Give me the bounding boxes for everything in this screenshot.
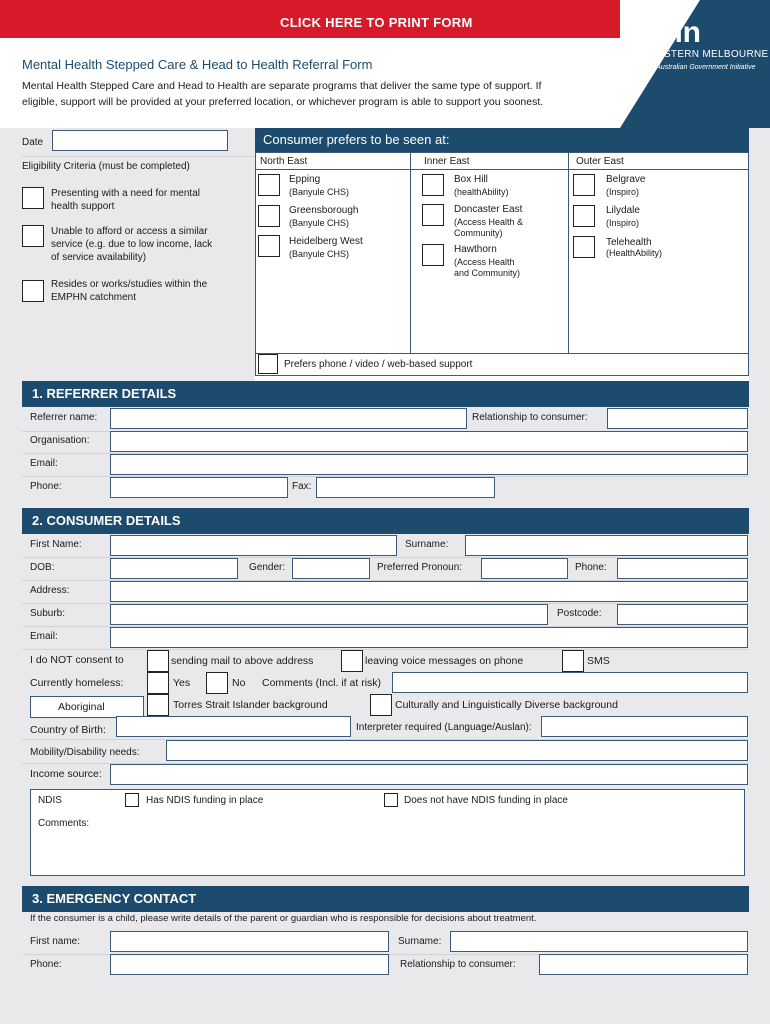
no-voice-checkbox[interactable] <box>341 650 363 672</box>
consumer-email-input[interactable] <box>110 627 748 648</box>
homeless-yes-label: Yes <box>173 677 191 689</box>
divider <box>255 353 749 354</box>
income-input[interactable] <box>110 764 748 785</box>
emergency-note: If the consumer is a child, please write details of the parent or guardian who is responsible for decisions about treatment. <box>30 913 537 924</box>
divider <box>22 156 255 157</box>
referrer-phone-input[interactable] <box>110 477 288 498</box>
telehealth-provider: (HealthAbility) <box>606 248 663 258</box>
box-hill-label: Box Hill <box>454 174 488 185</box>
doncaster-east-provider: (Access Health & <box>454 217 524 227</box>
belgrave-checkbox[interactable] <box>573 174 595 196</box>
referrer-fax-label: Fax: <box>292 481 312 492</box>
divider <box>255 152 749 153</box>
eligibility-catchment-checkbox[interactable] <box>22 280 44 302</box>
date-input[interactable] <box>52 130 228 151</box>
interpreter-input[interactable] <box>541 716 748 737</box>
ndis-funded-label: Has NDIS funding in place <box>146 795 264 806</box>
eligibility-afford-label-2: service (e.g. due to low income, lack <box>51 239 213 250</box>
emergency-phone-label: Phone: <box>30 959 62 970</box>
epping-checkbox[interactable] <box>258 174 280 196</box>
telehealth-checkbox[interactable] <box>573 236 595 258</box>
surname-label: Surname: <box>405 539 449 550</box>
epping-label: Epping <box>289 174 321 185</box>
column-divider <box>568 152 569 354</box>
dob-label: DOB: <box>30 562 55 573</box>
referrer-relationship-label: Relationship to consumer: <box>472 412 588 423</box>
doncaster-east-label: Doncaster East <box>454 204 523 215</box>
belgrave-provider: (Inspiro) <box>606 187 640 197</box>
hawthorn-provider: (Access Health <box>454 257 515 267</box>
postcode-input[interactable] <box>617 604 748 625</box>
phone-video-checkbox[interactable] <box>258 354 278 374</box>
col-outer-east: Outer East <box>576 156 624 167</box>
emergency-section-heading: 3. EMERGENCY CONTACT <box>22 886 749 912</box>
first-name-label: First Name: <box>30 539 82 550</box>
greensborough-checkbox[interactable] <box>258 205 280 227</box>
mobility-label: Mobility/Disability needs: <box>30 747 140 758</box>
preferences-heading: Consumer prefers to be seen at: <box>255 128 749 152</box>
print-form-button[interactable]: CLICK HERE TO PRINT FORM <box>280 15 473 30</box>
doncaster-east-checkbox[interactable] <box>422 204 444 226</box>
homeless-no-checkbox[interactable] <box>206 672 228 694</box>
heidelberg-west-provider: (Banyule CHS) <box>289 249 350 259</box>
income-label: Income source: <box>30 768 102 780</box>
referrer-fax-input[interactable] <box>316 477 495 498</box>
pronoun-input[interactable] <box>481 558 568 579</box>
lilydale-provider: (Inspiro) <box>606 218 640 228</box>
lilydale-label: Lilydale <box>606 205 640 216</box>
intro-line-2: eligible, support will be provided at your preferred location, or whichever program is able to support you soonest. <box>22 96 544 108</box>
emergency-surname-label: Surname: <box>398 936 442 947</box>
country-label: Country of Birth: <box>30 724 106 736</box>
tsi-checkbox[interactable] <box>147 694 169 716</box>
eligibility-need-label-2: health support <box>51 201 115 212</box>
greensborough-label: Greensborough <box>289 205 359 216</box>
referrer-phone-label: Phone: <box>30 481 62 492</box>
referrer-email-label: Email: <box>30 458 58 469</box>
first-name-input[interactable] <box>110 535 397 556</box>
heidelberg-west-label: Heidelberg West <box>289 236 363 247</box>
tsi-label: Torres Strait Islander background <box>173 699 328 711</box>
consumer-email-label: Email: <box>30 631 58 642</box>
phn-logo-region: EASTERN MELBOURNE <box>650 49 769 60</box>
hawthorn-label: Hawthorn <box>454 244 497 255</box>
country-input[interactable] <box>116 716 351 737</box>
referrer-name-label: Referrer name: <box>30 412 98 423</box>
heidelberg-west-checkbox[interactable] <box>258 235 280 257</box>
divider <box>255 169 749 170</box>
ndis-not-funded-checkbox[interactable] <box>384 793 398 807</box>
organisation-label: Organisation: <box>30 435 90 446</box>
phn-logo-tagline: An Australian Government Initiative <box>646 64 756 71</box>
hawthorn-checkbox[interactable] <box>422 244 444 266</box>
belgrave-label: Belgrave <box>606 174 646 185</box>
eligibility-need-checkbox[interactable] <box>22 187 44 209</box>
ndis-funded-checkbox[interactable] <box>125 793 139 807</box>
col-inner-east: Inner East <box>424 156 470 167</box>
epping-provider: (Banyule CHS) <box>289 187 350 197</box>
eligibility-need-label: Presenting with a need for mental <box>51 188 200 199</box>
box-hill-provider: (healthAbility) <box>454 187 509 197</box>
no-sms-label: SMS <box>587 655 610 667</box>
eligibility-afford-label: Unable to afford or access a similar <box>51 226 208 237</box>
no-voice-label: leaving voice messages on phone <box>365 655 524 667</box>
divider <box>255 152 256 376</box>
eligibility-heading: Eligibility Criteria (must be completed) <box>22 161 190 172</box>
gender-label: Gender: <box>249 562 286 573</box>
consumer-section-heading: 2. CONSUMER DETAILS <box>22 508 749 534</box>
greensborough-provider: (Banyule CHS) <box>289 218 350 228</box>
eligibility-catchment-label: Resides or works/studies within the <box>51 279 208 290</box>
postcode-label: Postcode: <box>557 608 602 619</box>
col-north-east: North East <box>260 156 308 167</box>
ndis-comments-label: Comments: <box>38 818 90 829</box>
phone-video-label: Prefers phone / video / web-based support <box>284 359 473 370</box>
column-divider <box>410 152 411 354</box>
suburb-input[interactable] <box>110 604 548 625</box>
emergency-phone-input[interactable] <box>110 954 389 975</box>
ndis-not-funded-label: Does not have NDIS funding in place <box>404 795 568 806</box>
emergency-surname-input[interactable] <box>450 931 748 952</box>
address-input[interactable] <box>110 581 748 602</box>
consumer-phone-label: Phone: <box>575 562 607 573</box>
consumer-phone-input[interactable] <box>617 558 748 579</box>
homeless-no-label: No <box>232 677 246 689</box>
ndis-label: NDIS <box>38 795 62 806</box>
cald-checkbox[interactable] <box>370 694 392 716</box>
emergency-relationship-input[interactable] <box>539 954 748 975</box>
referrer-email-input[interactable] <box>110 454 748 475</box>
divider <box>255 375 749 376</box>
divider <box>748 152 749 376</box>
eligibility-catchment-label-2: EMPHN catchment <box>51 292 137 303</box>
eligibility-afford-label-3: of service availability) <box>51 252 147 263</box>
comments-risk-label: Comments (Incl. if at risk) <box>262 677 382 689</box>
dob-input[interactable] <box>110 558 238 579</box>
emergency-first-name-label: First name: <box>30 936 81 947</box>
hawthorn-provider-2: and Community) <box>454 268 521 278</box>
cald-label: Culturally and Linguistically Diverse background <box>395 699 618 711</box>
referrer-name-input[interactable] <box>110 408 467 429</box>
date-label: Date <box>22 137 44 148</box>
no-sms-checkbox[interactable] <box>562 650 584 672</box>
phn-logo: phn <box>646 16 701 49</box>
aboriginal-label: Aboriginal <box>58 701 105 713</box>
no-mail-checkbox[interactable] <box>147 650 169 672</box>
intro-line-1: Mental Health Stepped Care and Head to Health are separate programs that deliver the same type of support. If <box>22 80 542 92</box>
homeless-label: Currently homeless: <box>30 677 124 689</box>
interpreter-label: Interpreter required (Language/Auslan): <box>356 722 532 733</box>
referrer-section-heading: 1. REFERRER DETAILS <box>22 381 749 407</box>
pronoun-label: Preferred Pronoun: <box>377 562 463 573</box>
no-mail-label: sending mail to above address <box>171 655 314 667</box>
divider <box>22 649 749 650</box>
box-hill-checkbox[interactable] <box>422 174 444 196</box>
emergency-relationship-label: Relationship to consumer: <box>400 959 516 970</box>
suburb-label: Suburb: <box>30 608 66 619</box>
emergency-first-name-input[interactable] <box>110 931 389 952</box>
page-title: Mental Health Stepped Care & Head to Health Referral Form <box>22 57 373 72</box>
referrer-relationship-input[interactable] <box>607 408 748 429</box>
address-label: Address: <box>30 585 70 596</box>
lilydale-checkbox[interactable] <box>573 205 595 227</box>
doncaster-east-provider-2: Community) <box>454 228 503 238</box>
gender-input[interactable] <box>292 558 370 579</box>
no-consent-label: I do NOT consent to <box>30 654 124 666</box>
eligibility-afford-checkbox[interactable] <box>22 225 44 247</box>
comments-risk-input[interactable] <box>392 672 748 693</box>
mobility-input[interactable] <box>166 740 748 761</box>
organisation-input[interactable] <box>110 431 748 452</box>
surname-input[interactable] <box>465 535 748 556</box>
homeless-yes-checkbox[interactable] <box>147 672 169 694</box>
telehealth-label: Telehealth <box>606 237 652 248</box>
